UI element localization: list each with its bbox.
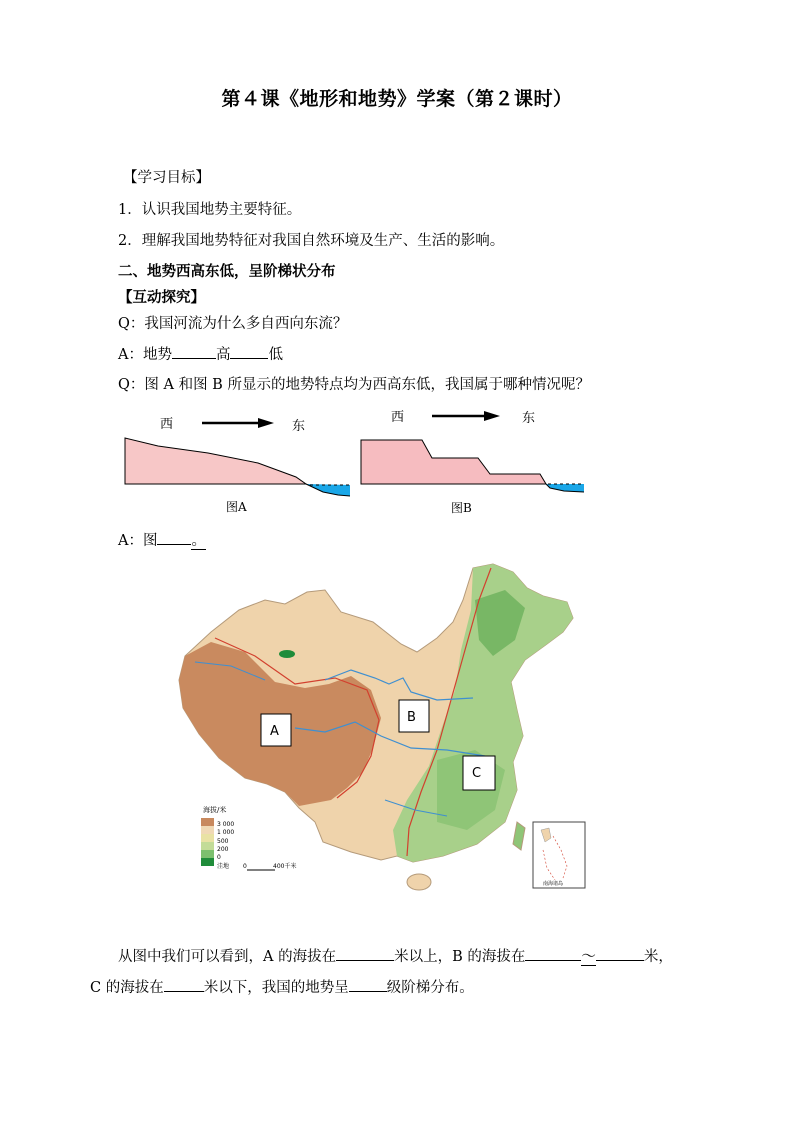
region-a-label: A — [270, 724, 279, 739]
legend-label-depression: 洼地 — [217, 863, 230, 870]
map-taiwan-island — [513, 822, 525, 850]
page-title: 第４课《地形和地势》学案（第２课时） — [221, 88, 573, 110]
figure-a-sea — [306, 484, 350, 496]
answer-1-blank-1[interactable] — [172, 344, 216, 359]
legend-swatch-depression — [201, 858, 214, 866]
scale-label: 400千米 — [273, 863, 297, 870]
answer-2-blank[interactable] — [157, 530, 191, 545]
blank-b-max[interactable] — [596, 946, 644, 961]
arrow-head-icon — [258, 418, 274, 428]
figure-b — [358, 400, 598, 520]
china-relief-map — [175, 560, 595, 900]
legend-swatch-1000 — [201, 826, 214, 834]
answer-1 — [118, 343, 283, 364]
section-heading: 二、地势西高东低，呈阶梯状分布 — [118, 263, 336, 280]
figure-a-caption: 图A — [226, 500, 247, 514]
blank-c-elevation[interactable] — [164, 977, 204, 992]
figure-b-east-label: 东 — [522, 411, 536, 426]
answer-1-mid: 高 — [215, 347, 231, 363]
legend-label-1000: 1 000 — [217, 829, 235, 836]
legend-swatch-0 — [201, 850, 214, 858]
legend-swatch-500 — [201, 834, 214, 842]
paragraph-p6: 级阶梯分布。 — [386, 980, 474, 996]
paragraph-p5: 米以下，我国的地势呈 — [203, 980, 349, 996]
south-china-sea-inset — [533, 822, 585, 888]
figure-b-west-label: 西 — [391, 410, 405, 425]
figure-a — [118, 405, 358, 520]
blank-a-elevation[interactable] — [336, 946, 394, 961]
map-hainan-island — [407, 874, 431, 890]
question-2: Q：图 A 和图 B 所显示的地势特点均为西高东低，我国属于哪种情况呢？ — [118, 377, 590, 393]
objective-item-1: 1．认识我国地势主要特征。 — [118, 202, 302, 218]
objective-item-2: 2．理解我国地势特征对我国自然环境及生产、生活的影响。 — [118, 233, 505, 249]
legend — [201, 818, 234, 870]
paragraph-p3: 米， — [643, 949, 673, 965]
interactive-heading: 【互动探究】 — [118, 289, 205, 306]
answer-1-prefix: A：地势 — [118, 347, 172, 363]
answer-1-suffix: 低 — [268, 347, 283, 363]
paragraph-p4: C 的海拔在 — [90, 980, 164, 996]
answer-2-suffix: 。 — [191, 533, 206, 549]
question-1: Q：我国河流为什么多自西向东流？ — [118, 316, 348, 332]
paragraph-p1: 从图中我们可以看到，A 的海拔在 — [118, 949, 337, 965]
legend-swatch-200 — [201, 842, 214, 850]
paragraph-p2: 米以上，B 的海拔在 — [394, 949, 526, 965]
paragraph-tilde: ～ — [581, 949, 596, 965]
legend-swatch-3000 — [201, 818, 214, 826]
blank-steps[interactable] — [349, 977, 387, 992]
region-c-label: C — [472, 766, 482, 781]
legend-label-0: 0 — [217, 854, 221, 861]
figure-a-west-label: 西 — [160, 417, 174, 432]
figure-b-terrain — [361, 440, 546, 484]
legend-title: 海拔/米 — [203, 806, 227, 814]
arrow-head-icon — [484, 411, 500, 421]
figure-b-caption: 图B — [451, 501, 472, 515]
paragraph-line-1 — [118, 945, 673, 966]
figure-a-east-label: 东 — [292, 419, 306, 434]
legend-label-500: 500 — [217, 838, 229, 845]
answer-2 — [118, 529, 206, 550]
map-basin-green — [279, 650, 295, 658]
blank-b-min[interactable] — [525, 946, 581, 961]
scale-zero: 0 — [243, 863, 247, 870]
objectives-heading: 【学习目标】 — [123, 170, 210, 186]
answer-2-prefix: A：图 — [118, 533, 158, 549]
paragraph-line-2 — [90, 976, 474, 997]
inset-label: 南海诸岛 — [543, 881, 564, 887]
legend-label-3000: 3 000 — [217, 821, 235, 828]
region-b-label: B — [407, 710, 416, 725]
legend-label-200: 200 — [217, 846, 229, 853]
figure-a-terrain — [125, 438, 306, 484]
answer-1-blank-2[interactable] — [230, 344, 268, 359]
